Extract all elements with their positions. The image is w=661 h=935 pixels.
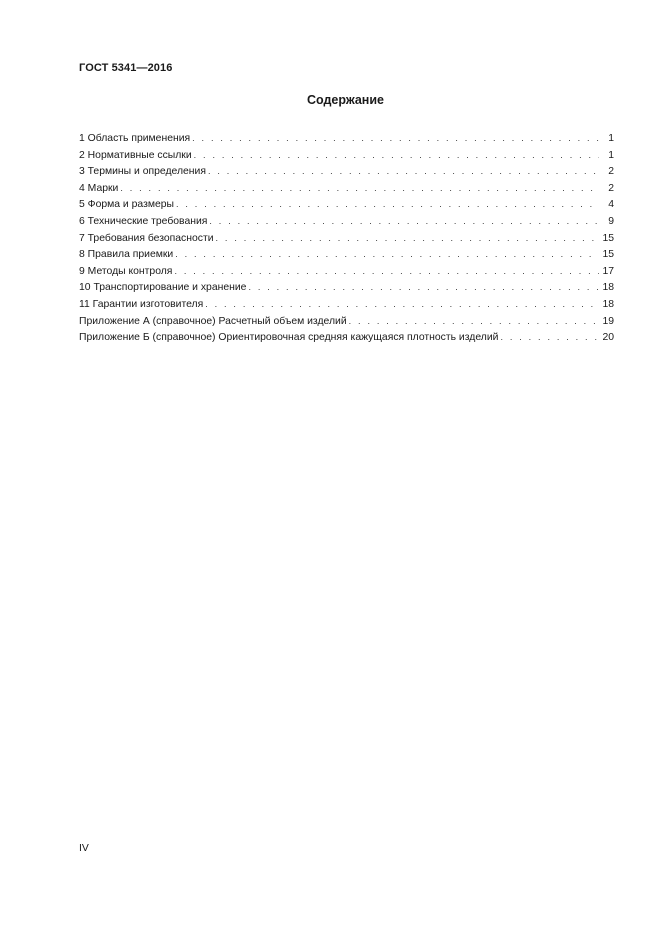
toc-item-page: 18 — [602, 282, 614, 294]
toc-leader-dots — [174, 263, 599, 280]
toc-item-label: Приложение А (справочное) Расчетный объем изделий — [79, 315, 347, 327]
toc-item-page: 4 — [608, 199, 614, 211]
toc-item-label: 1 Область применения — [79, 133, 191, 144]
toc-leader-dots — [349, 313, 599, 330]
toc-item[interactable] — [79, 230, 614, 247]
toc-item-label: 5 Форма и размеры — [79, 199, 174, 211]
toc-item-label: 2 Нормативные ссылки — [79, 149, 192, 161]
toc-item[interactable] — [79, 130, 614, 147]
toc-item[interactable] — [79, 296, 614, 313]
toc-item-label: 8 Правила приемки — [79, 249, 174, 261]
toc-item-label: Приложение Б (справочное) Ориентировочная средняя кажущаяся плотность изделий — [79, 332, 499, 344]
document-code: ГОСТ 5341—2016 — [79, 62, 173, 74]
toc-leader-dots — [216, 230, 599, 247]
toc-item-page: 9 — [608, 215, 614, 227]
toc-item[interactable] — [79, 163, 614, 180]
toc-item-label: 4 Марки — [79, 182, 119, 194]
toc-item-page: 2 — [608, 166, 614, 178]
toc-item-label: 11 Гарантии изготовителя — [79, 298, 204, 310]
toc-title: Содержание — [306, 93, 384, 107]
toc-item[interactable] — [79, 180, 614, 197]
toc-leader-dots — [208, 163, 599, 180]
toc-leader-dots — [209, 213, 599, 230]
toc-leader-dots — [248, 279, 599, 296]
toc-item-label: 9 Методы контроля — [79, 265, 173, 277]
toc-leader-dots — [120, 180, 599, 197]
toc-item-page: 15 — [602, 232, 614, 244]
toc-leader-dots — [175, 246, 599, 263]
toc-leader-dots — [500, 329, 599, 346]
toc-item-label: 3 Термины и определения — [79, 166, 206, 178]
toc-leader-dots — [192, 130, 599, 147]
toc-item-page: 19 — [602, 315, 614, 327]
toc-item-label: 7 Требования безопасности — [79, 232, 214, 244]
toc-leader-dots — [194, 147, 599, 164]
toc-item[interactable] — [79, 279, 614, 296]
toc-item[interactable] — [79, 196, 614, 213]
toc-leader-dots — [205, 296, 599, 313]
table-of-contents — [79, 130, 614, 346]
toc-item[interactable] — [79, 329, 614, 346]
page-number: IV — [79, 843, 89, 854]
toc-item[interactable] — [79, 213, 614, 230]
toc-leader-dots — [176, 196, 599, 213]
toc-item-page: 20 — [602, 332, 614, 344]
toc-item[interactable] — [79, 313, 614, 330]
toc-item-label: 10 Транспортирование и хранение — [79, 282, 247, 294]
toc-item-page: 1 — [608, 149, 614, 161]
toc-item-page: 2 — [608, 182, 614, 194]
toc-item-label: 6 Технические требования — [79, 215, 208, 227]
toc-item-page: 17 — [602, 265, 614, 277]
toc-item-page: 18 — [602, 298, 614, 310]
toc-item[interactable] — [79, 263, 614, 280]
toc-item[interactable] — [79, 147, 614, 164]
toc-item-page: 15 — [602, 249, 614, 261]
toc-item[interactable] — [79, 246, 614, 263]
toc-item-page: 1 — [608, 133, 614, 144]
